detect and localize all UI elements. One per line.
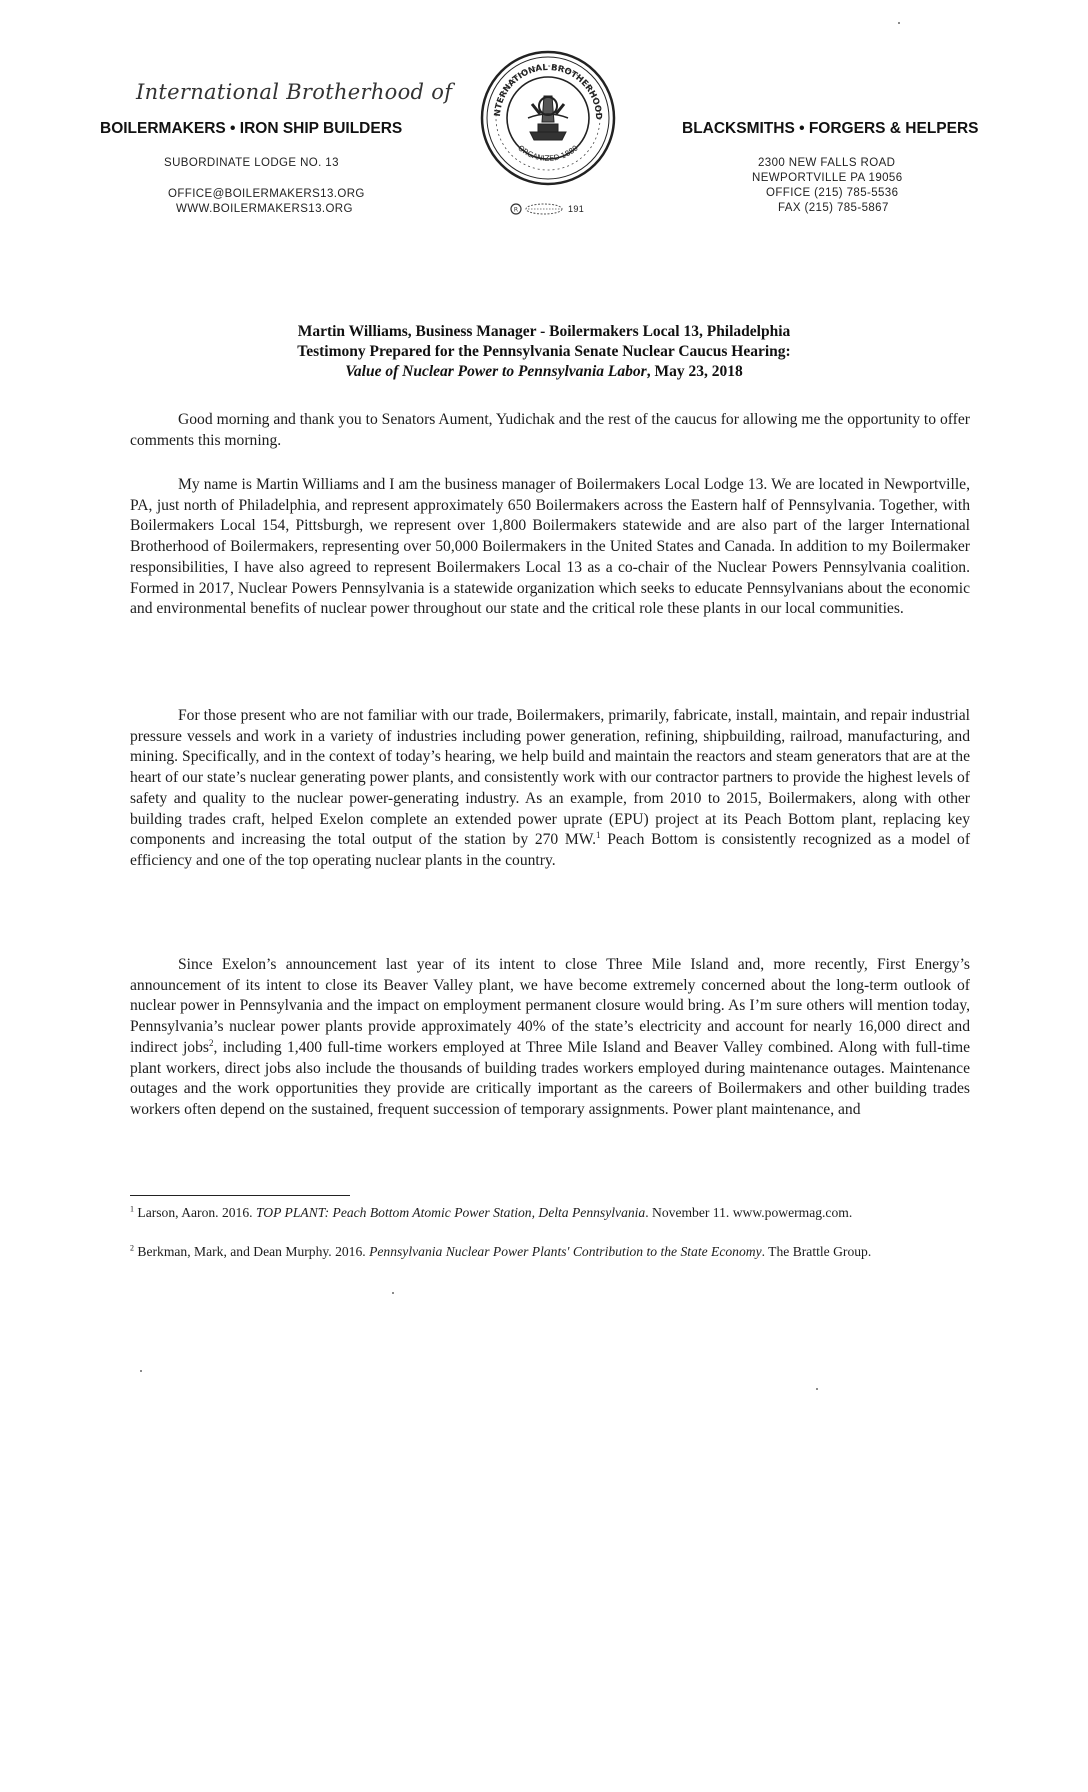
heading-date: , May 23, 2018 [646, 363, 743, 380]
office-phone: OFFICE (215) 785-5536 [766, 187, 899, 199]
scan-speck [816, 1388, 818, 1390]
footnote-2-number: 2 [130, 1243, 134, 1253]
website-url: WWW.BOILERMAKERS13.ORG [176, 203, 353, 215]
footnote-1-number: 1 [130, 1204, 134, 1214]
svg-text:INTERNATIONAL BROTHERHOOD: NTERNATIONAL BROTHERHOOD [492, 62, 604, 120]
right-union-title: BLACKSMITHS • FORGERS & HELPERS [682, 120, 979, 137]
scan-speck [140, 1370, 142, 1372]
brotherhood-script-title: International Brotherhood of [136, 80, 453, 104]
footnote-ref-1: 1 [595, 830, 601, 841]
address-line-2: NEWPORTVILLE PA 19056 [752, 172, 903, 184]
footnote-ref-2: 2 [208, 1037, 214, 1048]
paragraph-trade-description [130, 706, 970, 872]
paragraph-greeting: Good morning and thank you to Senators Aument, Yudichak and the rest of the caucus for allowing me the opportunity to offer comments this morning. [130, 411, 970, 449]
paragraph-closure-text-b: , including 1,400 full-time workers employed at Three Mile Island and Beaver Valley combined. Along with full-time plant workers, direct jobs also include the thousands of building trades workers employed during maintenance outages. Maintenance outages and the work opportunities they provide are critically important as the careers of Boilermakers and other building trades workers often depend on the sustained, frequent succession of temporary assignments. Power plant maintenance, and [130, 1038, 970, 1118]
svg-text:R: R [513, 206, 519, 214]
footnote-1-title: TOP PLANT: Peach Bottom Atomic Power Station, Delta Pennsylvania [255, 1205, 646, 1220]
footnote-2-title: Pennsylvania Nuclear Power Plants' Contribution to the State Economy [369, 1244, 762, 1259]
footnote-2-text-b: . The Brattle Group. [761, 1244, 872, 1259]
footnote-1 [130, 1204, 970, 1222]
heading-title-italic: Value of Nuclear Power to Pennsylvania Labor [345, 363, 647, 380]
footnote-2 [130, 1243, 970, 1261]
heading-line-2: Testimony Prepared for the Pennsylvania Senate Nuclear Caucus Hearing: [297, 343, 791, 360]
scan-speck [392, 1292, 394, 1294]
address-line-1: 2300 NEW FALLS ROAD [758, 157, 896, 169]
fax-number: FAX (215) 785-5867 [778, 202, 889, 214]
svg-text:ORGANIZED 1880: ORGANIZED 1880 [516, 143, 580, 163]
footnote-divider [130, 1195, 350, 1196]
left-union-title: BOILERMAKERS • IRON SHIP BUILDERS [100, 120, 403, 137]
office-email: OFFICE@BOILERMAKERS13.ORG [168, 188, 365, 200]
paragraph-trade-text-b: Peach Bottom is consistently recognized as a model of efficiency and one of the top operating nuclear plants in the country. [130, 831, 971, 869]
footnote-2-text-a: Berkman, Mark, and Dean Murphy. 2016. [134, 1244, 370, 1259]
union-seal-logo [478, 48, 618, 188]
paragraph-closure-concerns [130, 955, 970, 1121]
paragraph-closure-text-a: Since Exelon’s announcement last year of its intent to close Three Mile Island and, more recently, First Energy’s announcement of its intent to close its Beaver Valley plant, we have become extremely concerned about the long-term outlook of nuclear power in Pennsylvania and the impact on employment permanent closure would bring. As I’m sure others will mention today, Pennsylvania’s nuclear power plants provide approximately 40% of the state’s electricity and account for nearly 16,000 direct and indirect jobs [130, 956, 970, 1056]
footnote-1-text-b: . November 11. www.powermag.com. [645, 1205, 853, 1220]
footnote-1-text-a: Larson, Aaron. 2016. [134, 1205, 256, 1220]
paragraph-introduction: My name is Martin Williams and I am the business manager of Boilermakers Local Lodge 13. We are located in Newportville, PA, just north of Philadelphia, and represent approximately 650 Boilermakers across the Eastern half of Pennsylvania. Together, with Boilermakers Local 154, Pittsburgh, we represent over 1,800 Boilermakers statewide and are also part of the larger International Brotherhood of Boilermakers, representing over 50,000 Boilermakers in the United States and Canada. In addition to my Boilermaker responsibilities, I have also agreed to represent Boilermakers Local 13 as a co-chair of the Nuclear Powers Pennsylvania coalition. Formed in 2017, Nuclear Powers Pennsylvania is a statewide organization which seeks to educate Pennsylvanians about the economic and environmental benefits of nuclear power throughout our state and the critical role these plants in our local communities. [130, 476, 970, 618]
heading-line-3 [0, 362, 1088, 382]
lodge-number: SUBORDINATE LODGE NO. 13 [164, 157, 339, 169]
union-bug-number: 191 [568, 204, 585, 214]
scan-speck [898, 22, 900, 24]
paragraph-trade-text-a: For those present who are not familiar with our trade, Boilermakers, primarily, fabricate, install, maintain, and repair industrial pressure vessels and work in a variety of industries including power generation, refining, shipbuilding, railroad, manufacturing, and mining. Specifically, and in the context of today’s hearing, we help build and maintain the reactors and steam generators that are at the heart of our state’s nuclear generating power plants, and consistently work with our contractor partners to provide the highest levels of safety and quality to the nuclear power-generating industry. As an example, from 2010 to 2015, Boilermakers, along with other building trades craft, helped Exelon complete an extended power uprate (EPU) project at its Peach Bottom plant, replacing key components and increasing the total output of the station by 270 MW. [130, 707, 970, 849]
heading-line-1: Martin Williams, Business Manager - Boilermakers Local 13, Philadelphia [297, 323, 791, 340]
union-label-bug [510, 202, 600, 218]
